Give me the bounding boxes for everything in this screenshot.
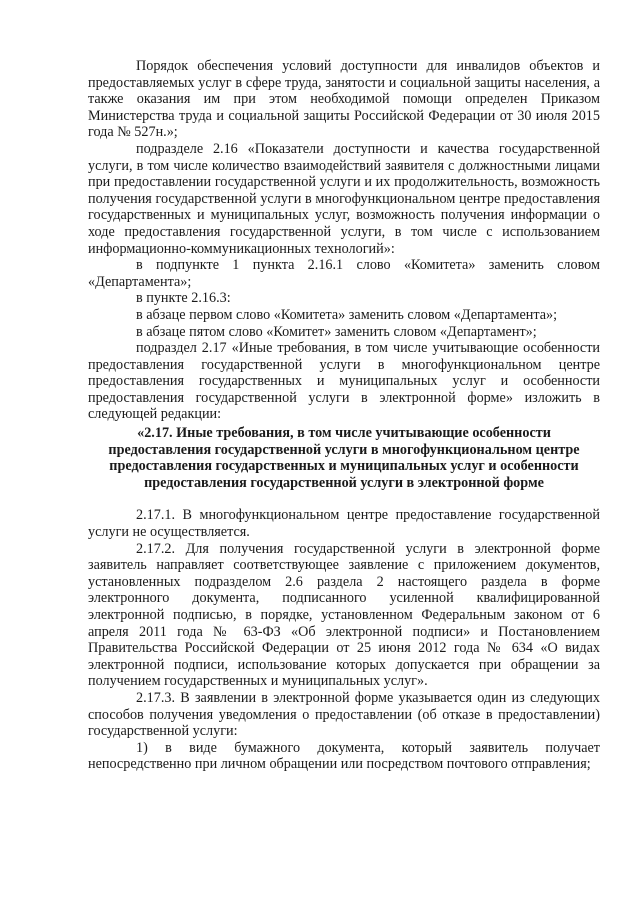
paragraph-subsection-2-17: подраздел 2.17 «Иные требования, в том числе учитывающие особенности предоставления государственной услуги в многофункциональном центре предоставления государственных и муниципальных услуг и особенности предоставления государственной услуги в электронной форме» изложить в следующей редакции: bbox=[88, 340, 600, 423]
paragraph-subsection-2-16: подразделе 2.16 «Показатели доступности и качества государственной услуги, в том числе количество взаимодействий заявителя с должностными лицами при предоставлении государственной услуги и их продолжительность, возможность получения государственной услуги в многофункциональном центре предоставления государственных и муниципальных услуг, возможность получения информации о ходе предоставления государственной услуги, в том числе с использованием информационно-коммуникационных технологий»: bbox=[88, 140, 600, 257]
heading-spacer bbox=[88, 491, 600, 507]
paragraph-2-17-2: 2.17.2. Для получения государственной услуги в электронной форме заявитель направляет соответствующее заявление с приложением документов, установленных подразделом 2.6 раздела 2 настоящего раздела в форме электронного документа, подписанного усиленной квалифицированной электронной подписью, в порядке, установленном Федеральным законом от 6 апреля 2011 года № 63-ФЗ «Об электронной подписи» и Постановлением Правительства Российской Федерации от 25 июня 2012 года № 634 «О видах электронной подписи, использование которых допускается при обращении за получением государственных и муниципальных услуг». bbox=[88, 540, 600, 690]
paragraph-subitem-2-16-1: в подпункте 1 пункта 2.16.1 слово «Комитета» заменить словом «Департамента»; bbox=[88, 257, 600, 290]
document-body bbox=[88, 58, 600, 773]
paragraph-item-2-16-3: в пункте 2.16.3: bbox=[136, 290, 231, 307]
paragraph-2-17-1: 2.17.1. В многофункциональном центре предоставление государственной услуги не осуществляется. bbox=[88, 507, 600, 541]
paragraph-abzac-first: в абзаце первом слово «Комитета» заменить словом «Департамента»; bbox=[136, 306, 558, 323]
paragraph-access-order: Порядок обеспечения условий доступности для инвалидов объектов и предоставляемых услуг в сфере труда, занятости и социальной защиты населения, а также оказания им при этом необходимой помощи определен Приказом Министерства труда и социальной защиты Российской Федерации от 30 июля 2015 года № 527н.»; bbox=[88, 58, 600, 141]
section-heading-2-17: «2.17. Иные требования, в том числе учитывающие особенности предоставления государственной услуги в многофункциональном центре предоставления государственных и муниципальных услуг и особенности предоставления государственной услуги в электронной форме bbox=[108, 425, 580, 491]
paragraph-abzac-fifth: в абзаце пятом слово «Комитет» заменить словом «Департамент»; bbox=[136, 323, 537, 340]
paragraph-option-1: 1) в виде бумажного документа, который заявитель получает непосредственно при личном обращении или посредством почтового отправления; bbox=[88, 739, 600, 773]
paragraph-2-17-3: 2.17.3. В заявлении в электронной форме указывается один из следующих способов получения уведомления о предоставлении (об отказе в предоставлении) государственной услуги: bbox=[88, 689, 600, 740]
